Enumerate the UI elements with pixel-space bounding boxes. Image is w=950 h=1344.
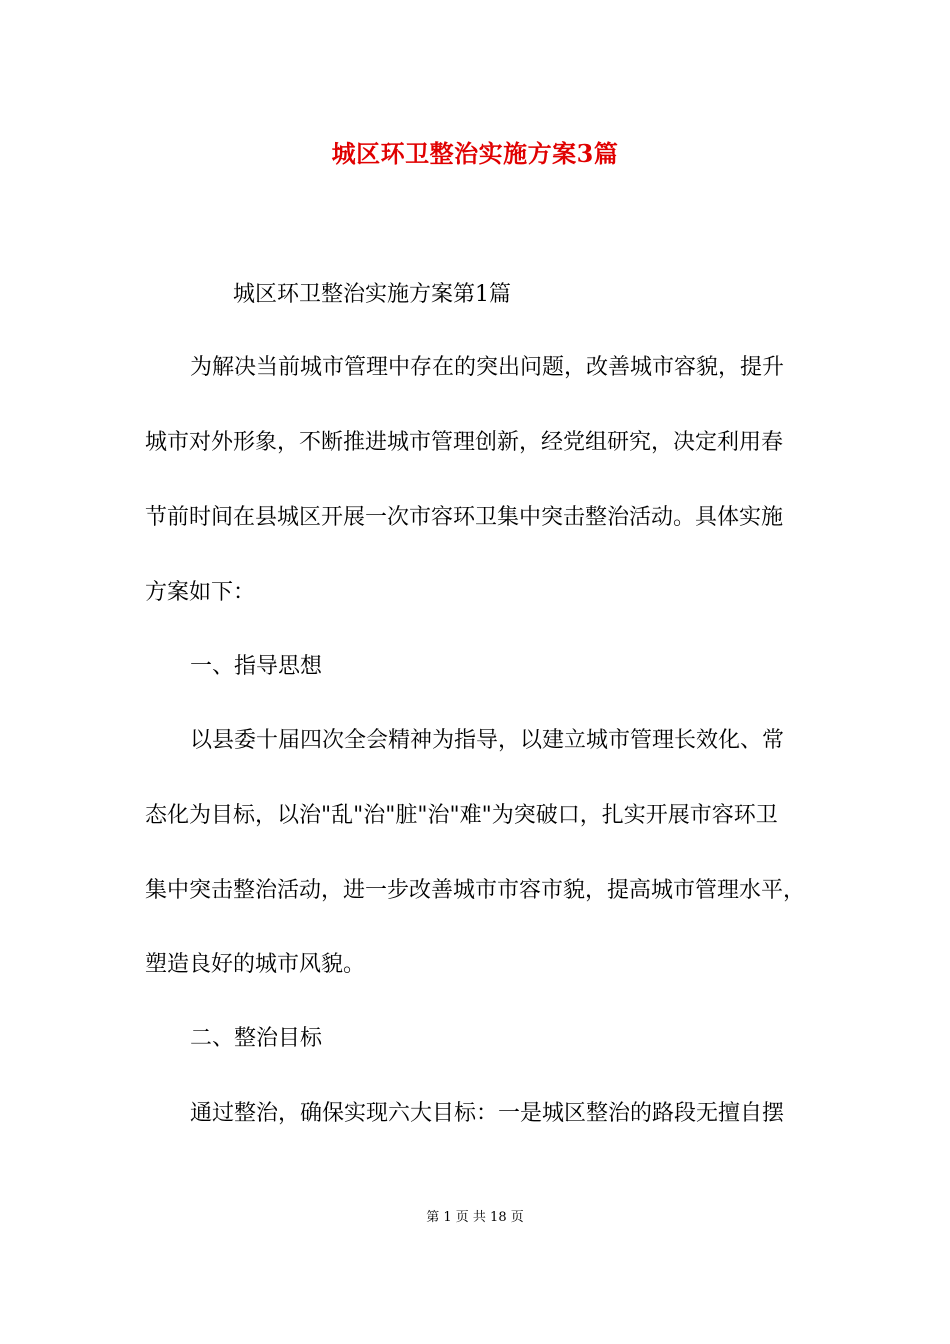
paragraph-line: 通过整治，确保实现六大目标：一是城区整治的路段无擅自摆 (190, 1101, 785, 1126)
section-heading: 二、整治目标 (190, 1026, 323, 1051)
section-heading: 一、指导思想 (190, 654, 323, 679)
paragraph-line: 态化为目标，以治"乱"治"脏"治"难"为突破口，扎实开展市容环卫 (145, 803, 778, 828)
section-subtitle: 城区环卫整治实施方案第1篇 (233, 282, 511, 307)
paragraph-line: 以县委十届四次全会精神为指导，以建立城市管理长效化、常 (190, 728, 785, 753)
page-number: 第 1 页 共 18 页 (426, 1210, 524, 1225)
paragraph-line: 塑造良好的城市风貌。 (145, 952, 366, 977)
paragraph-line: 城市对外形象，不断推进城市管理创新，经党组研究，决定利用春 (145, 430, 784, 455)
document-title: 城区环卫整治实施方案3篇 (331, 139, 619, 168)
paragraph-line: 为解决当前城市管理中存在的突出问题，改善城市容貌，提升 (190, 355, 785, 380)
paragraph-line: 集中突击整治活动，进一步改善城市市容市貌，提高城市管理水平， (145, 878, 806, 903)
paragraph-line: 方案如下： (145, 580, 256, 605)
paragraph-line: 节前时间在县城区开展一次市容环卫集中突击整治活动。具体实施 (145, 505, 784, 530)
